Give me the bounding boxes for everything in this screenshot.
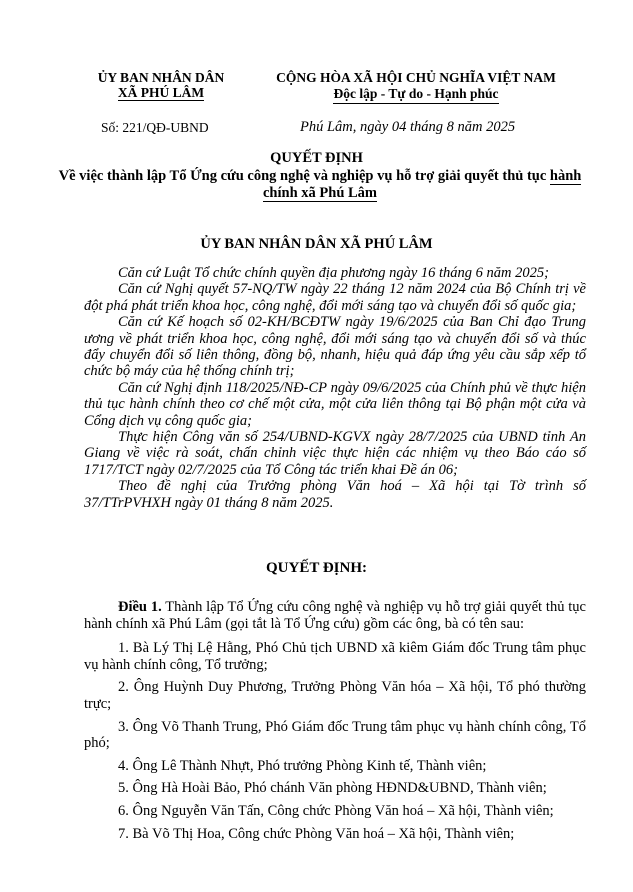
legal-basis-item: Căn cứ Nghị định 118/2025/NĐ-CP ngày 09/6/2025 của Chính phủ về thực hiện thủ tục hành chính theo cơ chế một cửa, một cửa liên thông tại Bộ phận một cửa và Cổng dịch vụ công quốc gia; (84, 379, 586, 429)
document-number: Số: 221/QĐ-UBND (101, 120, 209, 135)
nation-name: CỘNG HÒA XÃ HỘI CHỦ NGHĨA VIỆT NAM (276, 70, 556, 85)
national-header (256, 70, 576, 104)
member-item: 5. Ông Hà Hoài Bảo, Phó chánh Văn phòng HĐND&UBND, Thành viên; (118, 780, 547, 797)
agency-line-1: ỦY BAN NHÂN DÂN (97, 70, 225, 85)
member-item: 1. Bà Lý Thị Lệ Hằng, Phó Chủ tịch UBND xã kiêm Giám đốc Trung tâm phục vụ hành chính công, Tổ trưởng; (84, 640, 586, 673)
legal-basis-item: Căn cứ Luật Tổ chức chính quyền địa phương ngày 16 tháng 6 năm 2025; (118, 265, 549, 281)
national-motto: Độc lập - Tự do - Hạnh phúc (333, 86, 498, 104)
issuing-agency (86, 70, 236, 101)
place-date: Phú Lâm, ngày 04 tháng 8 năm 2025 (300, 119, 516, 135)
issuing-authority: ỦY BAN NHÂN DÂN XÃ PHÚ LÂM (200, 236, 433, 252)
article-1-label: Điều 1. (118, 599, 162, 615)
document-title: QUYẾT ĐỊNH (270, 150, 363, 166)
member-item: 4. Ông Lê Thành Nhựt, Phó trưởng Phòng Kinh tế, Thành viên; (118, 757, 487, 774)
subject-part-1: Về việc thành lập Tổ Ứng cứu công nghệ và nghiệp vụ hỗ trợ giải quyết thủ tục (58, 168, 547, 184)
member-item: 3. Ông Võ Thanh Trung, Phó Giám đốc Trung tâm phục vụ hành chính công, Tổ phó; (84, 718, 586, 752)
member-item: 7. Bà Võ Thị Hoa, Công chức Phòng Văn hoá – Xã hội, Thành viên; (118, 825, 515, 842)
article-1 (84, 599, 586, 632)
article-1-text: Thành lập Tổ Ứng cứu công nghệ và nghiệp vụ hỗ trợ giải quyết thủ tục hành chính xã Phú Lâm (gọi tắt là Tổ Ứng cứu) gồm các ông, bà có tên sau: (84, 599, 586, 632)
legal-bases (84, 265, 586, 511)
decision-heading: QUYẾT ĐỊNH: (266, 560, 367, 576)
member-item: 2. Ông Huỳnh Duy Phương, Trưởng Phòng Văn hóa – Xã hội, Tổ phó thường trực; (84, 679, 586, 712)
legal-basis-item: Căn cứ Nghị quyết 57-NQ/TW ngày 22 tháng 12 năm 2024 của Bộ Chính trị về đột phá phát triển khoa học, công nghệ, đổi mới sáng tạo và chuyển đổi số quốc gia; (84, 281, 586, 314)
decision-body (84, 599, 586, 848)
legal-basis-item: Căn cứ Kế hoạch số 02-KH/BCĐTW ngày 19/6/2025 của Ban Chỉ đạo Trung ương về phát triển khoa học, công nghệ, đổi mới sáng tạo và chuyển đổi số và thúc đẩy chuyển đổi số liên thông, đồng bộ, nhanh, hiệu quả đáp ứng yêu cầu sắp xếp tổ chức bộ máy của hệ thống chính trị; (84, 314, 586, 380)
subject-part-2: hành chính xã Phú Lâm (262, 168, 582, 201)
document-subject (50, 168, 590, 202)
legal-basis-item: Theo đề nghị của Trưởng phòng Văn hoá – Xã hội tại Tờ trình số 37/TTrPVHXH ngày 01 tháng 8 năm 2025. (84, 478, 586, 511)
agency-line-2: XÃ PHÚ LÂM (117, 85, 205, 100)
legal-basis-item: Thực hiện Công văn số 254/UBND-KGVX ngày 28/7/2025 của UBND tỉnh An Giang về việc rà soát, chấn chỉnh việc thực hiện các nhiệm vụ theo Báo cáo số 1717/TCT ngày 02/7/2025 của Tổ Công tác triển khai Đề án 06; (84, 429, 586, 478)
member-item: 6. Ông Nguyễn Văn Tấn, Công chức Phòng Văn hoá – Xã hội, Thành viên; (118, 802, 554, 819)
